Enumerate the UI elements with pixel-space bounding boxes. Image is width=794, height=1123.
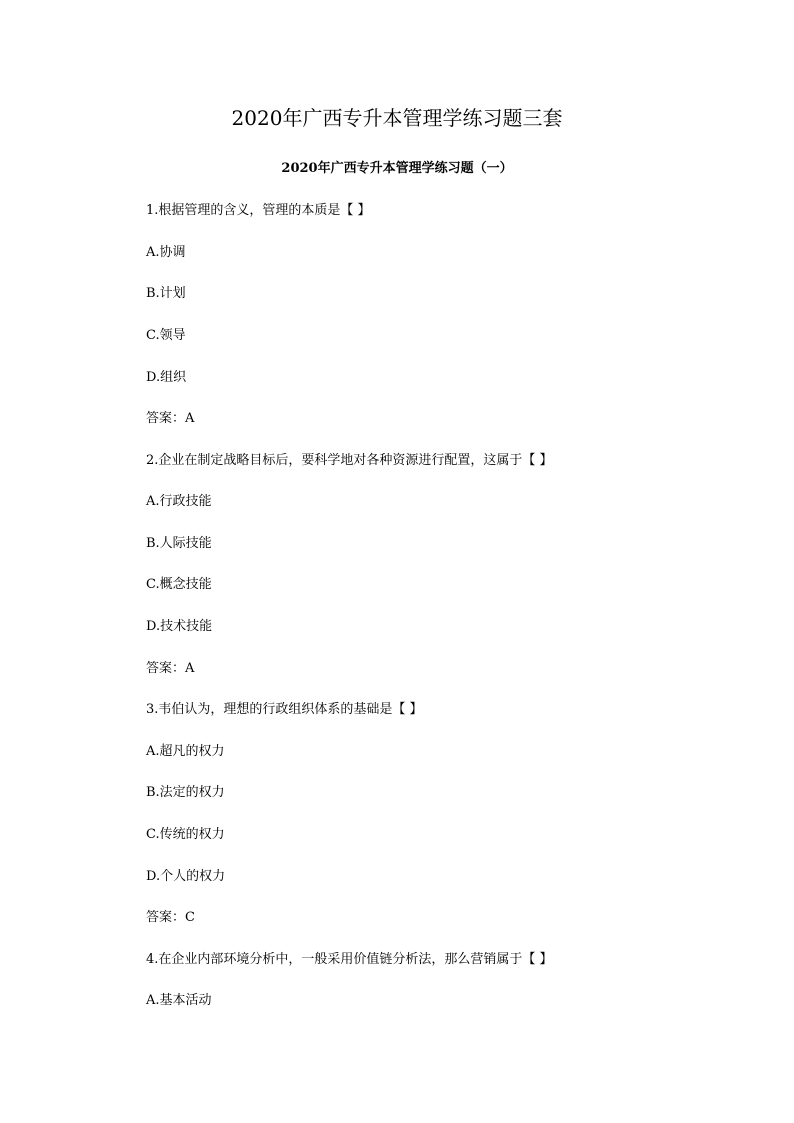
question-2-option-a: A.行政技能 [146,494,212,509]
question-3-answer: 答案：C [146,910,195,925]
document-title: 2020年广西专升本管理学练习题三套 [231,106,563,130]
question-2-option-d: D.技术技能 [146,619,213,634]
document-subtitle: 2020年广西专升本管理学练习题（一） [281,161,513,176]
question-3-stem: 3.韦伯认为，理想的行政组织体系的基础是【 】 [146,702,423,717]
question-1-stem: 1.根据管理的含义，管理的本质是【 】 [146,203,371,218]
question-1-answer: 答案：A [146,411,195,426]
question-4-option-a: A.基本活动 [146,993,212,1008]
question-2-option-b: B.人际技能 [146,536,212,551]
question-3-option-b: B.法定的权力 [146,785,225,800]
question-1-option-b: B.计划 [146,286,186,301]
question-1-option-d: D.组织 [146,370,187,385]
question-1-option-c: C.领导 [146,328,186,343]
question-2-option-c: C.概念技能 [146,577,212,592]
question-4-stem: 4.在企业内部环境分析中，一般采用价值链分析法，那么营销属于【 】 [146,952,553,967]
question-3-option-a: A.超凡的权力 [146,744,225,759]
question-3-option-d: D.个人的权力 [146,869,226,884]
question-1-option-a: A.协调 [146,245,186,260]
question-2-stem: 2.企业在制定战略目标后，要科学地对各种资源进行配置，这属于【 】 [146,453,553,468]
question-2-answer: 答案：A [146,661,195,676]
question-3-option-c: C.传统的权力 [146,827,225,842]
